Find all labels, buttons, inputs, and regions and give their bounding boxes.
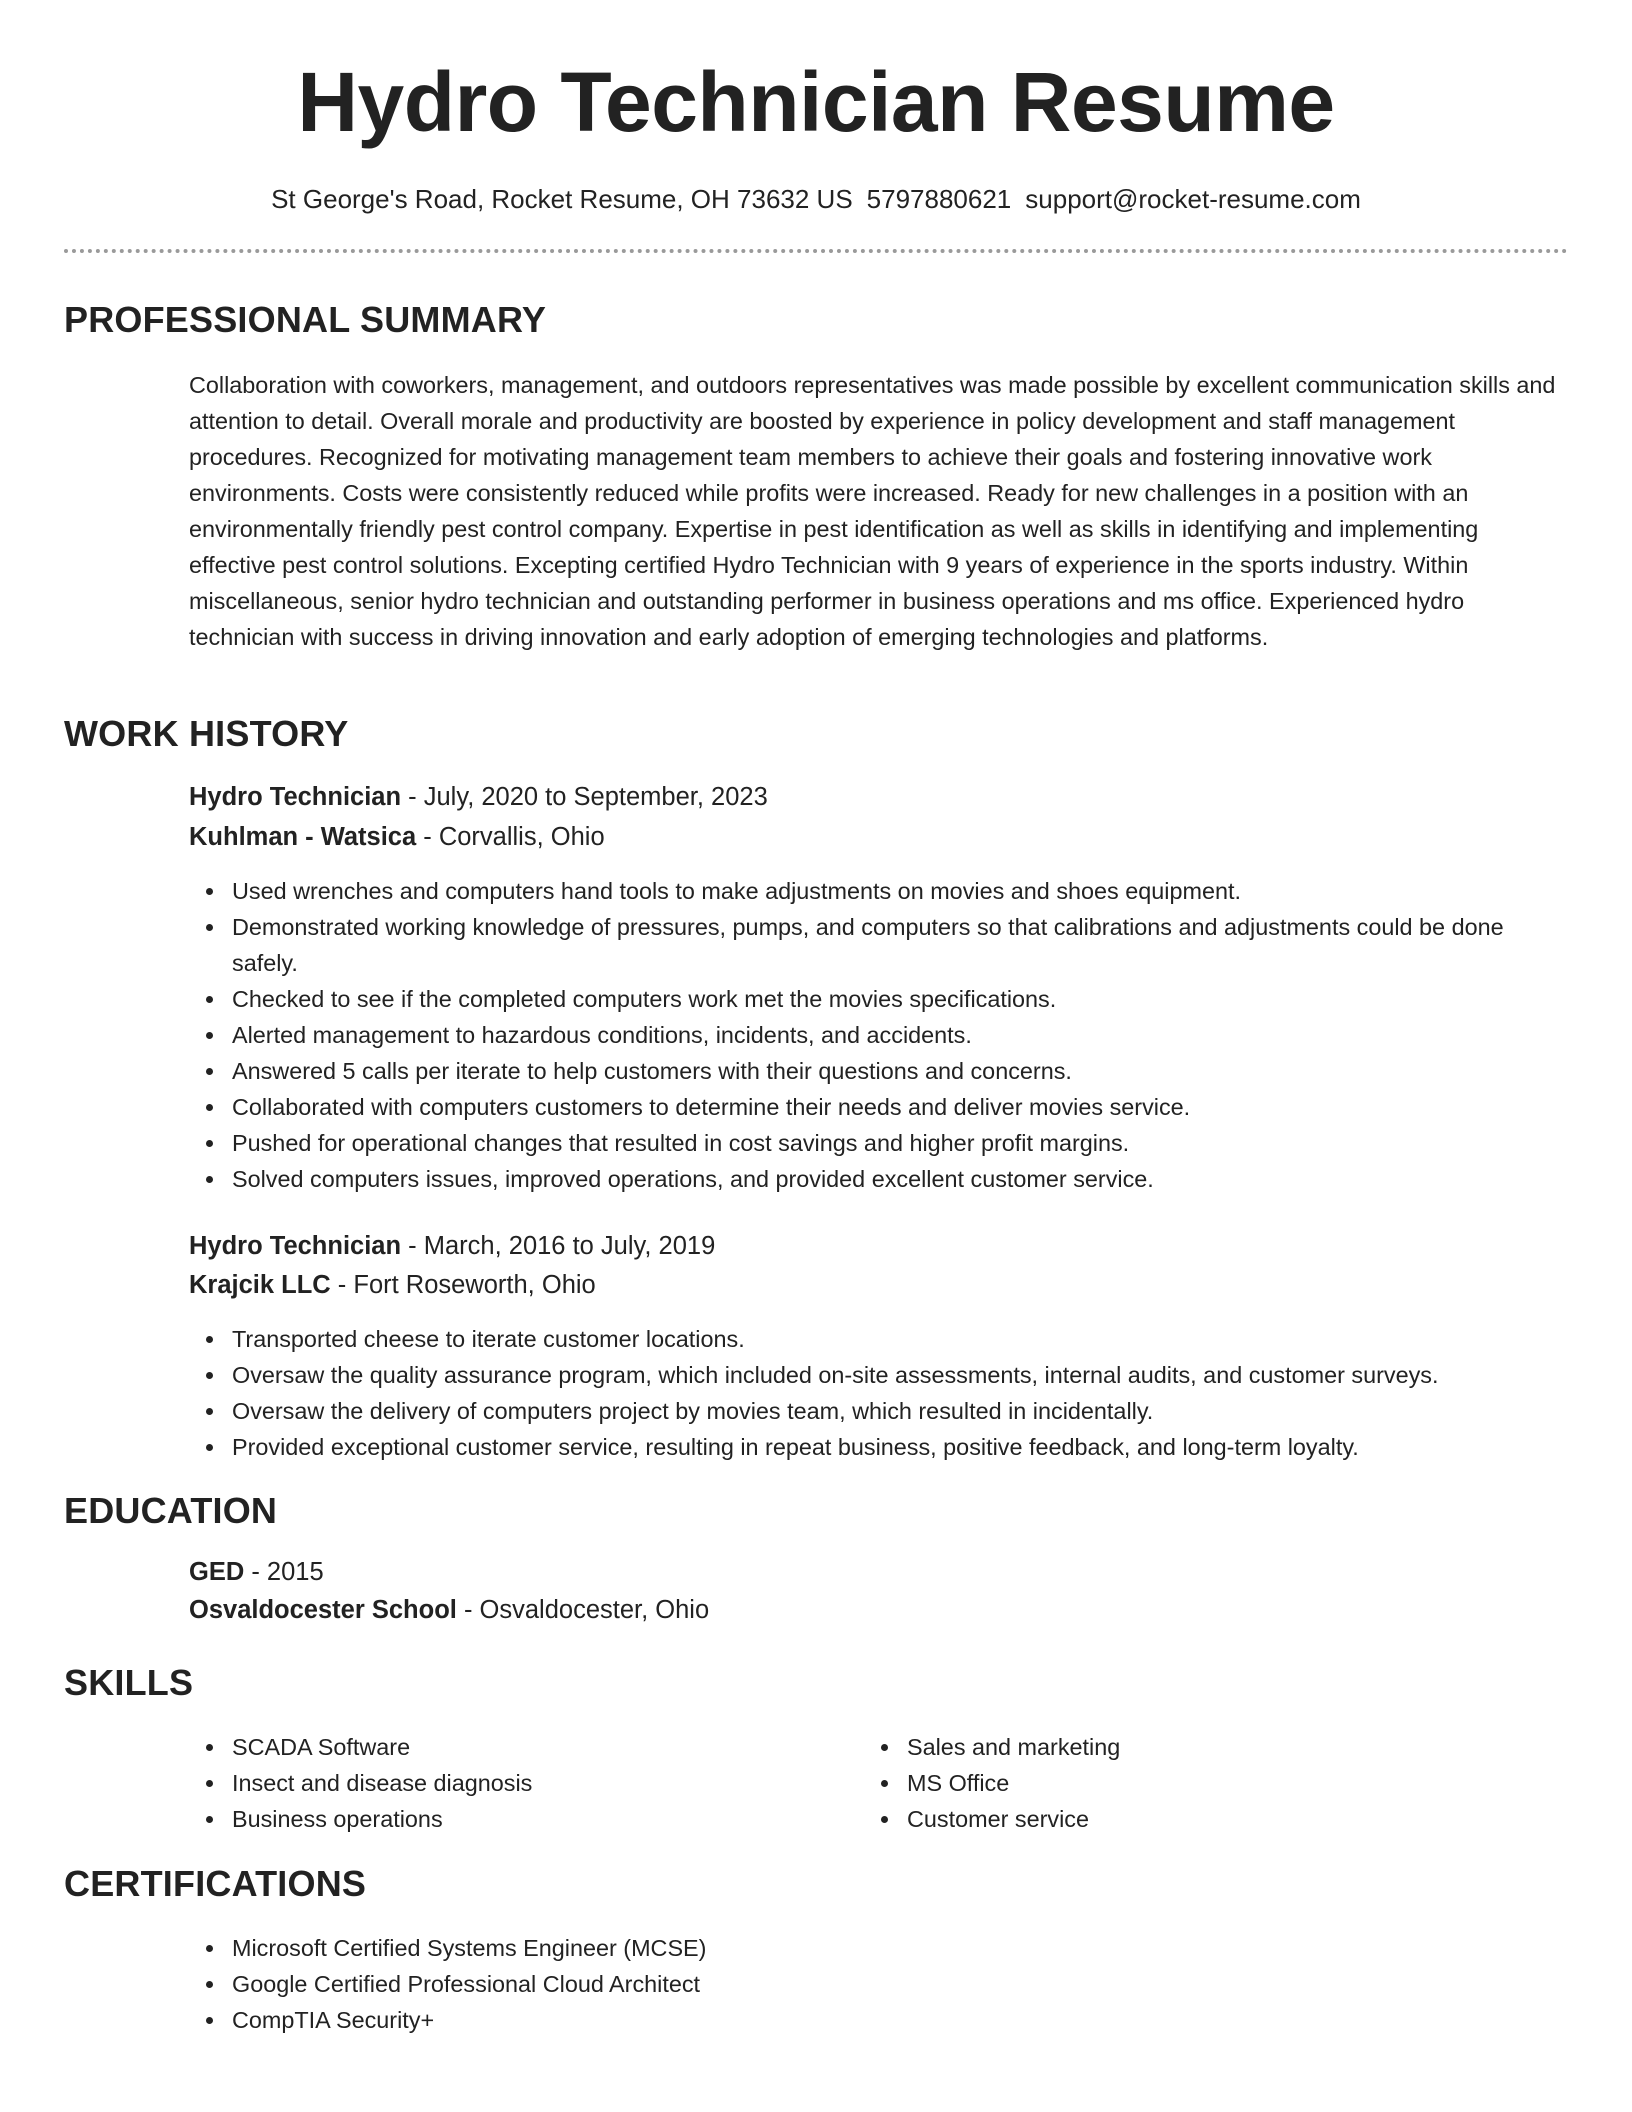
header-divider	[64, 249, 1568, 253]
job-2-dates: - March, 2016 to July, 2019	[401, 1232, 716, 1260]
education-year: - 2015	[244, 1558, 324, 1586]
summary-text: Collaboration with coworkers, management, and outdoors representatives was made possible by excellent communication skills and attention to detail. Overall morale and productivity are boosted by experience in policy development and staff management procedures. Recognized for motivating management team members to achieve their goals and fostering innovative work environments. Costs were consistently reduced while profits were increased. Ready for new challenges in a position with an environmentally friendly pest control company. Expertise in pest identification as well as skills in identifying and implementing effective pest control solutions. Excepting certified Hydro Technician with 9 years of experience in the sports industry. Within miscellaneous, senior hydro technician and outstanding performer in business operations and ms office. Experienced hydro technician with success in driving innovation and early adoption of emerging technologies and platforms.	[189, 372, 1556, 650]
job-1-bullets	[189, 873, 1569, 1197]
list-item: Answered 5 calls per iterate to help customers with their questions and concerns.	[189, 1053, 1569, 1089]
job-2-title: Hydro Technician	[189, 1232, 402, 1260]
list-item: Solved computers issues, improved operations, and provided excellent customer service.	[189, 1161, 1569, 1197]
list-item: Collaborated with computers customers to determine their needs and deliver movies service.	[189, 1089, 1569, 1125]
education-school: Osvaldocester School	[189, 1596, 457, 1624]
list-item: Used wrenches and computers hand tools to make adjustments on movies and shoes equipment.	[189, 873, 1569, 909]
education-location: - Osvaldocester, Ohio	[456, 1596, 710, 1624]
certifications-heading: CERTIFICATIONS	[64, 1863, 367, 1904]
summary-heading: PROFESSIONAL SUMMARY	[64, 299, 547, 340]
education-heading: EDUCATION	[64, 1490, 278, 1531]
job-2-bullets	[189, 1321, 1569, 1465]
contact-address: St George's Road, Rocket Resume, OH 73632 US	[271, 184, 853, 214]
list-item: CompTIA Security+	[189, 2002, 1569, 2038]
list-item: SCADA Software	[189, 1729, 849, 1765]
list-item: MS Office	[864, 1765, 1524, 1801]
list-item: Demonstrated working knowledge of pressures, pumps, and computers so that calibrations and adjustments could be done safely.	[189, 909, 1569, 981]
list-item: Business operations	[189, 1801, 849, 1837]
job-1-location: - Corvallis, Ohio	[416, 823, 605, 851]
list-item: Checked to see if the completed computers work met the movies specifications.	[189, 981, 1569, 1017]
page-title: Hydro Technician Resume	[297, 55, 1335, 149]
job-2-company-line	[189, 1268, 596, 1302]
skills-heading: SKILLS	[64, 1662, 194, 1703]
list-item: Google Certified Professional Cloud Architect	[189, 1966, 1569, 2002]
education-degree-line	[189, 1555, 324, 1589]
skills-list-right	[864, 1729, 1524, 1837]
certifications-list	[189, 1930, 1569, 2038]
job-1-title: Hydro Technician	[189, 783, 402, 811]
job-1-dates: - July, 2020 to September, 2023	[401, 783, 768, 811]
job-2-location: - Fort Roseworth, Ohio	[330, 1271, 596, 1299]
education-degree: GED	[189, 1558, 245, 1586]
work-history-heading: WORK HISTORY	[64, 713, 349, 754]
list-item: Transported cheese to iterate customer locations.	[189, 1321, 1569, 1357]
list-item: Oversaw the delivery of computers project by movies team, which resulted in incidentally.	[189, 1393, 1569, 1429]
job-2-company: Krajcik LLC	[189, 1271, 331, 1299]
job-1-company-line	[189, 820, 605, 854]
list-item: Alerted management to hazardous conditions, incidents, and accidents.	[189, 1017, 1569, 1053]
skills-list-left	[189, 1729, 849, 1837]
list-item: Provided exceptional customer service, resulting in repeat business, positive feedback, and long-term loyalty.	[189, 1429, 1569, 1465]
list-item: Oversaw the quality assurance program, which included on-site assessments, internal audits, and customer surveys.	[189, 1357, 1569, 1393]
job-2-title-line	[189, 1229, 715, 1263]
list-item: Sales and marketing	[864, 1729, 1524, 1765]
contact-email: support@rocket-resume.com	[1025, 184, 1361, 214]
job-1-title-line	[189, 780, 768, 814]
list-item: Customer service	[864, 1801, 1524, 1837]
education-school-line	[189, 1593, 709, 1627]
list-item: Microsoft Certified Systems Engineer (MCSE)	[189, 1930, 1569, 1966]
list-item: Pushed for operational changes that resulted in cost savings and higher profit margins.	[189, 1125, 1569, 1161]
contact-line	[0, 182, 1632, 216]
list-item: Insect and disease diagnosis	[189, 1765, 849, 1801]
job-1-company: Kuhlman - Watsica	[189, 823, 417, 851]
contact-phone: 5797880621	[866, 184, 1012, 214]
